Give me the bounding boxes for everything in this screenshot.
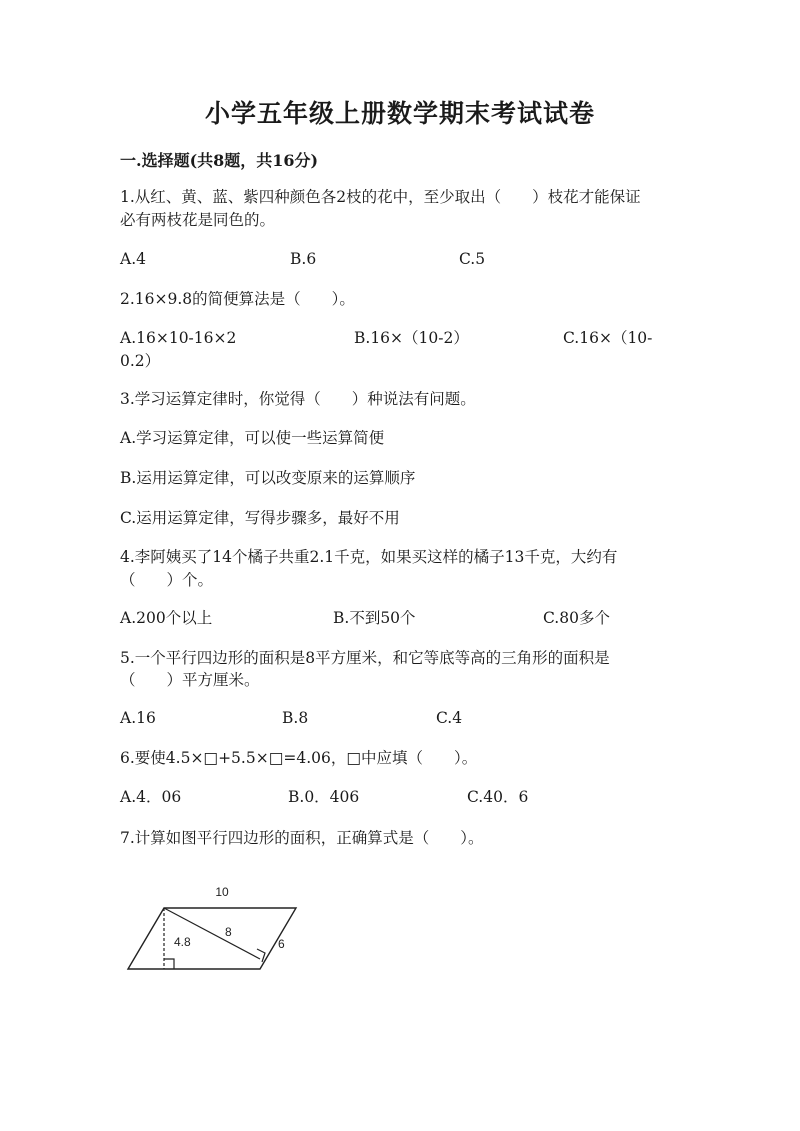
question-2-option-c-cont: 0.2） (120, 352, 161, 370)
top-length-label: 10 (215, 885, 229, 899)
page-title: 小学五年级上册数学期末考试试卷 (204, 99, 595, 128)
question-2-option-a: A.16×10-16×2 (120, 329, 237, 347)
parallelogram-figure (118, 876, 318, 980)
right-angle-mark-base (164, 959, 174, 969)
question-6-option-a: A.4．06 (120, 788, 182, 806)
question-7-text: 7.计算如图平行四边形的面积，正确算式是（ ）。 (120, 829, 484, 847)
perpendicular-line (164, 908, 260, 959)
question-4-text-cont: （ ）个。 (120, 571, 214, 589)
question-5-option-a: A.16 (120, 709, 156, 727)
question-3-option-a: A.学习运算定律，可以使一些运算简便 (120, 429, 385, 447)
question-2-option-c: C.16×（10- (563, 329, 653, 347)
question-5-option-b: B.8 (282, 709, 309, 727)
question-4-option-a: A.200个以上 (120, 609, 213, 627)
question-5-text-cont: （ ）平方厘米。 (120, 671, 260, 689)
question-1-text: 1.从红、黄、蓝、紫四种颜色各2枝的花中，至少取出（ ）枝花才能保证 (120, 188, 641, 206)
question-1-option-a: A.4 (120, 250, 146, 268)
question-4-option-c: C.80多个 (543, 609, 610, 627)
side-length-label: 6 (278, 937, 285, 951)
question-1-option-c: C.5 (459, 250, 486, 268)
question-4-option-b: B.不到50个 (333, 609, 416, 627)
question-5-option-c: C.4 (436, 709, 463, 727)
parallelogram-outline (128, 908, 296, 969)
question-3-text: 3.学习运算定律时，你觉得（ ）种说法有问题。 (120, 390, 476, 408)
question-1-text-cont: 必有两枝花是同色的。 (120, 211, 276, 229)
diagonal-label: 8 (225, 925, 232, 939)
question-4-text: 4.李阿姨买了14个橘子共重2.1千克，如果买这样的橘子13千克，大约有 (120, 548, 618, 566)
question-6-option-b: B.0．406 (288, 788, 360, 806)
question-2-option-b: B.16×（10-2） (354, 329, 469, 347)
question-6-text: 6.要使4.5×□+5.5×□=4.06，□中应填（ ）。 (120, 749, 478, 767)
right-angle-mark-side (257, 949, 265, 962)
question-5-text: 5.一个平行四边形的面积是8平方厘米，和它等底等高的三角形的面积是 (120, 649, 610, 667)
question-3-option-b: B.运用运算定律，可以改变原来的运算顺序 (120, 469, 416, 487)
height-label: 4.8 (174, 935, 191, 949)
question-6-option-c: C.40．6 (467, 788, 529, 806)
question-3-option-c: C.运用运算定律，写得步骤多，最好不用 (120, 509, 400, 527)
question-1-option-b: B.6 (290, 250, 317, 268)
question-2-text: 2.16×9.8的简便算法是（ ）。 (120, 290, 355, 308)
section-heading: 一.选择题(共8题，共16分) (120, 151, 319, 170)
